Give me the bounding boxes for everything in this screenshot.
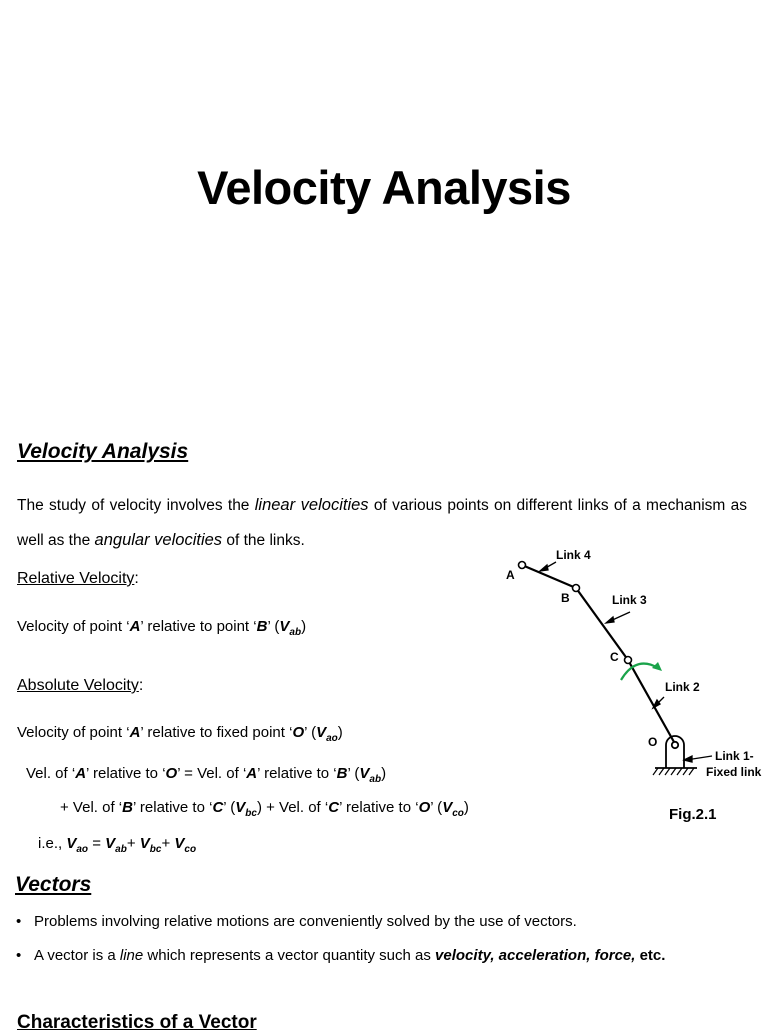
subscript: ab <box>115 844 127 855</box>
symbol-v: V <box>359 765 370 782</box>
text: ’ ( <box>223 799 236 816</box>
point-b: B <box>256 618 268 635</box>
point-c: C <box>212 799 224 816</box>
text: ’ = Vel. of ‘ <box>177 765 247 782</box>
label-link-3: Link 3 <box>612 593 647 607</box>
text: Vel. of ‘ <box>26 765 76 782</box>
symbol-v: V <box>105 835 116 852</box>
symbol-v: V <box>174 835 185 852</box>
text: ) <box>463 799 469 816</box>
subscript: ab <box>369 774 382 785</box>
bullet-text: A vector is a <box>34 947 120 964</box>
symbol-v: V <box>279 618 290 635</box>
bullet-text: which represents a vector quantity such as <box>143 947 436 964</box>
leader-arrowhead <box>606 617 614 623</box>
label-fixed-link: Fixed link <box>706 765 762 779</box>
intro-em-angular: angular velocities <box>94 531 223 549</box>
text: ’ ( <box>267 618 280 635</box>
bullet-icon: • <box>16 913 22 930</box>
rotation-arrowhead-icon <box>652 662 662 671</box>
bullet-text: Problems involving relative motions are conveniently solved by the use of vectors. <box>34 913 577 930</box>
cut-off-heading: Characteristics of a Vector <box>17 1012 257 1033</box>
absolute-heading-colon: : <box>138 677 144 694</box>
fixed-pivot <box>653 736 697 775</box>
subscript: ab <box>289 627 302 638</box>
point-b: B <box>336 765 348 782</box>
label-b: B <box>561 591 570 605</box>
subscript: ao <box>76 844 89 855</box>
text: Velocity of point ‘ <box>17 618 130 635</box>
intro-text-3: of the links. <box>222 532 305 549</box>
symbol-v: V <box>235 799 246 816</box>
leader-arrowhead <box>684 756 692 762</box>
joint-c <box>625 657 632 664</box>
text: ’ ( <box>430 799 443 816</box>
section-heading-velocity-analysis: Velocity Analysis <box>17 440 189 463</box>
subscript: bc <box>149 844 162 855</box>
text: ’ relative to point ‘ <box>140 618 257 635</box>
text: ’ ( <box>347 765 360 782</box>
relative-heading-colon: : <box>134 570 139 587</box>
bullet-icon: • <box>16 947 22 964</box>
page-title: Velocity Analysis <box>197 161 571 214</box>
relative-heading-text: Relative Velocity <box>17 570 135 587</box>
text: i.e., <box>38 835 67 852</box>
text: ) + Vel. of ‘ <box>256 799 329 816</box>
point-o: O <box>165 765 178 782</box>
point-a: A <box>75 765 87 782</box>
figure-caption: Fig.2.1 <box>669 806 717 823</box>
label-o: O <box>648 735 658 749</box>
text: ’ relative to ‘ <box>86 765 166 782</box>
point-o: O <box>292 724 305 741</box>
symbol-v: V <box>316 724 327 741</box>
text: ’ ( <box>304 724 317 741</box>
point-a: A <box>246 765 258 782</box>
subscript: ao <box>326 733 338 744</box>
intro-text-1: The study of velocity involves the <box>17 497 255 514</box>
rotation-arrow-icon <box>621 664 658 680</box>
symbol-v: V <box>442 799 453 816</box>
text: ’ relative to ‘ <box>132 799 213 816</box>
text: Velocity of point ‘ <box>17 724 130 741</box>
section-heading-vectors: Vectors <box>15 873 92 896</box>
symbol-v: V <box>66 835 77 852</box>
link-2-line <box>628 660 674 742</box>
text: ) <box>381 765 387 782</box>
text: + <box>161 835 175 852</box>
label-link-4: Link 4 <box>556 548 591 562</box>
text: ’ relative to ‘ <box>257 765 337 782</box>
bullet-em-line: line <box>119 947 144 964</box>
text: ) <box>301 618 307 635</box>
text: ’ relative to fixed point ‘ <box>140 724 293 741</box>
joint-b <box>573 585 580 592</box>
text: ) <box>337 724 343 741</box>
point-o: O <box>418 799 431 816</box>
leader-arrowhead <box>540 565 548 571</box>
link-4-line <box>522 565 576 588</box>
text: = <box>88 835 106 852</box>
subscript: co <box>184 844 197 855</box>
label-link-2: Link 2 <box>665 680 700 694</box>
intro-text-2: of various points on different links of a mechanism as well as the <box>17 497 747 549</box>
subscript: co <box>452 808 464 819</box>
label-c: C <box>610 650 619 664</box>
label-link-1: Link 1- <box>715 749 754 763</box>
text: + <box>126 835 140 852</box>
point-c: C <box>328 799 340 816</box>
point-b: B <box>122 799 133 816</box>
symbol-v: V <box>139 835 150 852</box>
label-a: A <box>506 568 515 582</box>
bullet-text-etc: etc. <box>635 947 666 964</box>
text: + Vel. of ‘ <box>60 799 123 816</box>
bullet-em-quantities: velocity, acceleration, force, <box>435 947 636 964</box>
joint-a <box>519 562 526 569</box>
point-a: A <box>129 724 141 741</box>
absolute-heading-text: Absolute Velocity <box>17 677 139 694</box>
point-a: A <box>129 618 141 635</box>
subscript: bc <box>245 808 257 819</box>
intro-em-linear: linear velocities <box>254 496 369 514</box>
text: ’ relative to ‘ <box>339 799 419 816</box>
